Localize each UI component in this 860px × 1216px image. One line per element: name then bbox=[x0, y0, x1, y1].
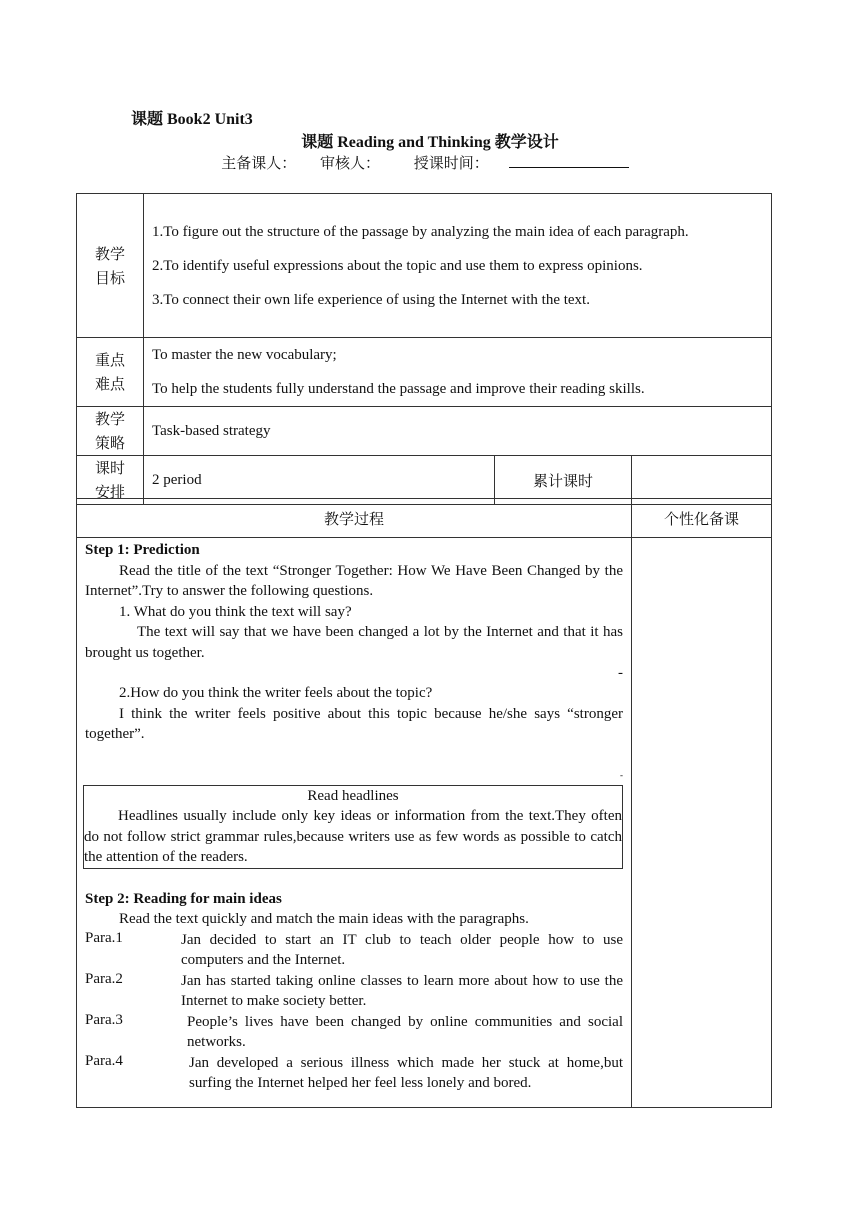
para-match-item bbox=[85, 971, 623, 1012]
objective-item: 2.To identify useful expressions about the topic and use them to express opinions. bbox=[152, 257, 643, 274]
strategy-label: 教学策略 bbox=[77, 407, 144, 456]
key-points-row bbox=[77, 338, 772, 407]
step2-title: Step 2: Reading for main ideas bbox=[85, 890, 282, 907]
para-label: Para.1 bbox=[85, 929, 123, 946]
objectives-row bbox=[77, 194, 772, 338]
time-field[interactable] bbox=[404, 156, 639, 172]
preparer-label: 主备课人： bbox=[221, 156, 297, 172]
answer-2: I think the writer feels positive about this topic because he/she says “stronger together”. bbox=[85, 705, 623, 742]
question-2: 2.How do you think the writer feels about the topic? bbox=[119, 685, 433, 701]
process-header-row bbox=[77, 499, 772, 538]
time-label: 授课时间： bbox=[413, 156, 489, 172]
step2-intro: Read the text quickly and match the main ideas with the paragraphs. bbox=[119, 911, 529, 927]
key-points-content bbox=[144, 338, 772, 407]
personalized-notes-cell[interactable] bbox=[632, 538, 772, 1108]
key-point-item: To master the new vocabulary; bbox=[152, 347, 337, 363]
schedule-label: 课时安排 bbox=[77, 456, 144, 505]
para-main-idea: People’s lives have been changed by online communities and social networks. bbox=[187, 1013, 623, 1050]
document-title: 课题 Reading and Thinking 教学设计 bbox=[301, 134, 559, 151]
separator-dash: - bbox=[620, 769, 623, 780]
objective-item: 1.To figure out the structure of the passage by analyzing the main idea of each paragraph. bbox=[152, 223, 689, 240]
para-label: Para.4 bbox=[85, 1052, 123, 1069]
cumulative-label: 累计课时 bbox=[495, 456, 632, 505]
para-main-idea: Jan developed a serious illness which made her stuck at home,but surfing the Internet helped her feel less lonely and bored. bbox=[189, 1054, 623, 1091]
headline-tip-text: Headlines usually include only key ideas or information from the text.They often do not follow strict grammar rules,because writers use as few words as possible to catch the attention of the readers. bbox=[84, 808, 622, 865]
schedule-value: 2 period bbox=[144, 456, 495, 505]
step1-intro: Read the title of the text “Stronger Together: How We Have Been Changed by the Internet”.Try to answer the following questions. bbox=[85, 562, 623, 599]
key-point-item: To help the students fully understand the passage and improve their reading skills. bbox=[152, 381, 645, 397]
time-blank[interactable] bbox=[509, 153, 629, 168]
personalized-header: 个性化备课 bbox=[632, 499, 772, 538]
objectives-content bbox=[144, 194, 772, 338]
para-match-item bbox=[85, 1012, 623, 1053]
objectives-label: 教学目标 bbox=[77, 194, 144, 338]
para-match-item bbox=[85, 930, 623, 971]
question-1: 1. What do you think the text will say? bbox=[119, 603, 352, 620]
process-content bbox=[77, 538, 632, 1108]
meta-line bbox=[0, 152, 860, 173]
strategy-row bbox=[77, 407, 772, 456]
para-main-idea: Jan decided to start an IT club to teach older people how to use computers and the Internet. bbox=[181, 931, 623, 968]
step1-title: Step 1: Prediction bbox=[85, 542, 200, 558]
reviewer-label: 审核人： bbox=[319, 156, 380, 172]
answer-1: The text will say that we have been changed a lot by the Internet and that it has brought us together. bbox=[85, 624, 623, 661]
headline-tip-title: Read headlines bbox=[307, 787, 399, 804]
strategy-value: Task-based strategy bbox=[144, 407, 772, 456]
lesson-info-table bbox=[76, 193, 772, 505]
process-header: 教学过程 bbox=[77, 499, 632, 538]
process-body-row bbox=[77, 538, 772, 1108]
para-main-idea: Jan has started taking online classes to learn more about how to use the Internet to make society better. bbox=[181, 972, 623, 1009]
lesson-title: 课题 Book2 Unit3 bbox=[131, 111, 253, 128]
separator-dash: - bbox=[618, 665, 623, 681]
para-label: Para.2 bbox=[85, 970, 123, 987]
key-points-label: 重点难点 bbox=[77, 338, 144, 407]
objective-item: 3.To connect their own life experience of using the Internet with the text. bbox=[152, 291, 590, 308]
teaching-process-table bbox=[76, 498, 772, 1108]
para-match-item bbox=[85, 1053, 623, 1094]
para-label: Para.3 bbox=[85, 1011, 123, 1028]
headline-tip-box bbox=[83, 785, 623, 869]
